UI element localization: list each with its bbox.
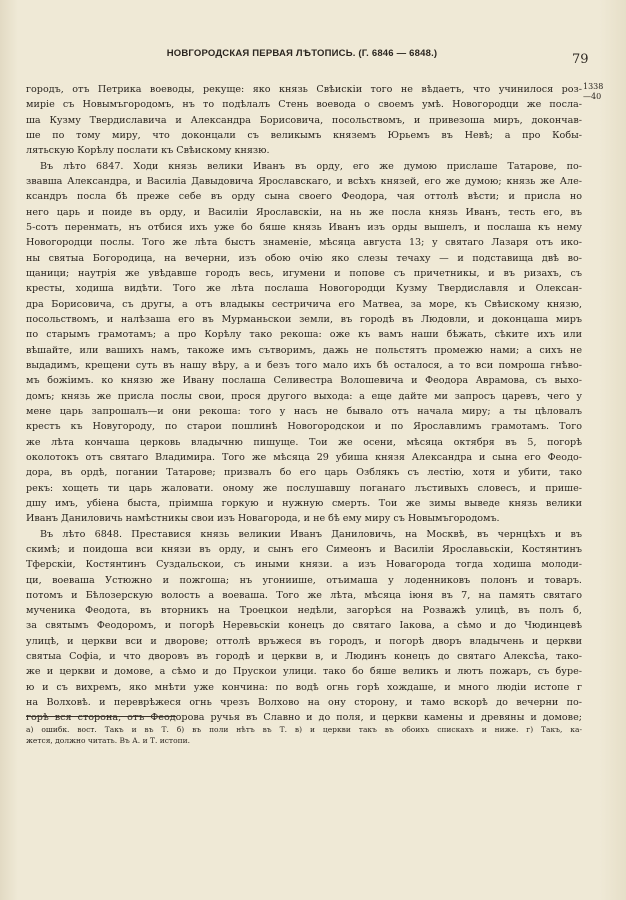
text-line: ша Кузму Твердиславича и Александра Борисовича, посольствомъ, и привезоша миръ, докончав- xyxy=(26,114,582,126)
text-line: мученика Феодота, въ вторникъ на Троецкои недѣли, загорѣся на Розважѣ улицѣ, въ полъ б, xyxy=(26,605,582,617)
margin-year-note xyxy=(583,82,623,102)
text-line: щаници; наутрiя же увѣдавше городъ весь, игумени и попове съ причетникы, и въ ризахъ, съ xyxy=(26,267,582,279)
text-line: Иванъ Даниловичь намѣстникы свои изъ Новагорода, и не бѣ ему миру съ Новымъгородомъ. xyxy=(26,513,500,525)
text-line: крестъ къ Новугороду, по старои пошлинѣ Новогородскои и по Ярославлимъ грамотамъ. Того xyxy=(26,421,582,433)
text-line: городъ, отъ Петрика воеводы, рекуще: яко князь Свѣискiи того не вѣдаетъ, что учинилося роз- xyxy=(26,84,582,95)
text-line: дра Борисовича, съ другы, а отъ владыкы сестричича его Матвеа, за море, къ Свѣискому князю, xyxy=(26,298,582,310)
text-line: по старымъ грамотамъ; а про Корѣлу тако рекоша: оже къ вамъ наши бѣжать, сѣките ихъ или xyxy=(26,329,582,341)
text-line: мъ божiимъ. ко князю же Ивану послаша Селивестра Волошевича и Феодора Аврамова, съ выхо- xyxy=(26,375,582,387)
text-line: ксандръ посла бѣ преже себе въ орду сына своего Феодора, чая оттолѣ вѣсти; и присла но xyxy=(26,191,582,203)
text-line: дшу имъ, убiена быста, прiимша горкую и нужную смерть. Тои же зимы выведе князь велики xyxy=(26,497,582,509)
text-line: ше по тому миру, что доконцали съ великымъ княземъ Юрьемъ въ Невѣ; а про Кобы- xyxy=(26,129,582,141)
text-line: рекъ: хощеть ти царь жаловати. оному же послушавшу поганаго лъстивыхъ словесъ, и прише- xyxy=(26,482,582,494)
margin-note-line: 1338 xyxy=(583,82,604,91)
text-line: улицѣ, и церкви вси и дворове; оттолѣ връжеся въ городъ, и погорѣ дворъ владычень и церкви xyxy=(26,635,582,647)
text-line: 5-сотъ перенмать, нъ отбися ихъ уже бо бяше князь Иванъ изъ орды вышелъ, и послаша къ нему xyxy=(26,221,582,233)
page-header-title: НОВГОРОДСКАЯ ПЕРВАЯ ЛѢТОПИСЬ. (Г. 6846 — 6848.) xyxy=(166,48,438,59)
text-line: домъ; князь же присла послы свои, прося другого выхода: а еще дайте ми запросъ царевъ, чего у xyxy=(26,390,582,402)
chronicle-text xyxy=(26,82,582,726)
text-line: горѣ вся сторона, отъ Феодорова ручья въ Славно и до поля, и церкви камены и древяны и домове; xyxy=(26,712,582,724)
footnote-line: а) ошибк. вост. Такъ и въ Т. б) въ поли нѣтъ въ Т. в) и церкви такъ въ обоихъ спискахъ и ниже. г) Такъ, ка- xyxy=(26,725,582,734)
text-line: мирiе съ Новымъгородомъ, нъ то подѣлалъ Стень воевода о своемъ умѣ. Новогородци же посла- xyxy=(26,99,582,111)
text-line: ны святыа Богородица, на вечерни, изъ обою очiю яко слезы течаху — и подставища двѣ во- xyxy=(26,252,582,264)
text-line: ю и съ вихремъ, яко мнѣти уже кончина: по водѣ огнь горѣ хождаше, и много людiи истопе г xyxy=(26,681,582,693)
text-line: лятьскую Корѣлу послати къ Свѣискому князю. xyxy=(26,145,270,157)
margin-note-line: —40 xyxy=(583,92,602,101)
text-line: посольствомъ, и налѣзаша его въ Мурманьскои земли, въ городѣ въ Людовли, и доконцаша миръ xyxy=(26,313,582,325)
text-line: околотокъ отъ святаго Владимира. Того же мѣсяца 29 убиша князя Александра и сына его Феодо- xyxy=(26,451,582,463)
text-line: мене царь запрошалъ—и они рекоша: того у насъ не бывало отъ начала миру; а ты цѣловалъ xyxy=(26,405,582,417)
text-line: потомъ и Бѣлозерскую волость а воеваша. Того же лѣта, мѣсяца iюня въ 7, на память святаго xyxy=(26,589,582,601)
text-line: него царь и поиде въ орду, и Василiи Ярославскiи, на нь же посла князь Иванъ, тесть его, въ xyxy=(26,206,582,218)
text-line: Новогородци послы. Того же лѣта быстъ знаменiе, мѣсяца августа 13; у святаго Лазаря отъ ико- xyxy=(26,237,582,249)
text-line: же и церкви и домове, а сѣмо и до Прускои улици. тако бо бяше великъ и лютъ пожаръ, съ буре- xyxy=(26,666,582,678)
text-line: вѣшайте, или вашихъ намъ, такоже имъ сътворимъ, дажь не польстятъ промежю нами; а сихъ не xyxy=(26,344,582,356)
footnotes xyxy=(26,724,582,746)
text-line: за святымъ Феодоромъ, и погорѣ Неревьскiи конецъ до святаго Iакова, а сѣмо и до Чюдинцевѣ xyxy=(26,620,582,632)
text-line: скимѣ; и поидоша вси князи въ орду, и сынъ его Симеонъ и Василiи Ярославьскiи, Костянтинъ xyxy=(26,543,582,555)
text-line: Тферскiи, Костянтинъ Суздальскои, съ иными князи. а изъ Новагорода тогда ходиша молоди- xyxy=(26,559,582,571)
footnote-divider xyxy=(26,716,176,717)
text-line: выдадимъ, крещени суть въ нашу вѣру, а и безъ того мало ихъ бѣ осталося, а то вси помроша гнѣво- xyxy=(26,359,582,371)
footnote-line: жется, должно читать. Въ А. и Т. истопи. xyxy=(26,736,190,745)
text-line: Въ лѣто 6848. Преставися князь великии Иванъ Даниловичь, на Москвѣ, въ чернцѣхъ и въ xyxy=(40,528,582,540)
text-line: ци, воеваша Устюжно и пожгоша; нъ угониише, отъимаша у лоденниковъ полонъ и товаръ. xyxy=(26,574,582,586)
text-line: кресты, ходиша видѣти. Того же лѣта послаша Новогородци Кузму Твердиславля и Олексан- xyxy=(26,283,582,295)
text-line: дора, въ ордѣ, погании Татарове; призвалъ бо его царь Озблякъ съ лестiю, хотя и убити, тако xyxy=(26,467,582,479)
text-line: звавша Александра, и Василiа Давыдовича Ярославскаго, и всѣхъ князей, его же думою; князь же Але- xyxy=(26,175,582,187)
running-header xyxy=(22,48,582,59)
page-number: 79 xyxy=(572,52,589,67)
text-line: Въ лѣто 6847. Ходи князь велики Иванъ въ орду, его же думою прислаше Татарове, по- xyxy=(40,160,582,172)
text-line: на Волховѣ. и переврѣжеся огнь чрезъ Волхово на ону сторону, и тамо вскорѣ до вечерни по- xyxy=(26,697,582,709)
text-line: же лѣта кончаша церковь владычню пишуще. Тои же осени, мѣсяца октября въ 5, погорѣ xyxy=(26,436,582,448)
text-line: святыа Софiа, и что дворовъ въ городѣ и церкви в, и Людинъ конецъ до святаго Алексѣа, тако- xyxy=(26,651,582,663)
